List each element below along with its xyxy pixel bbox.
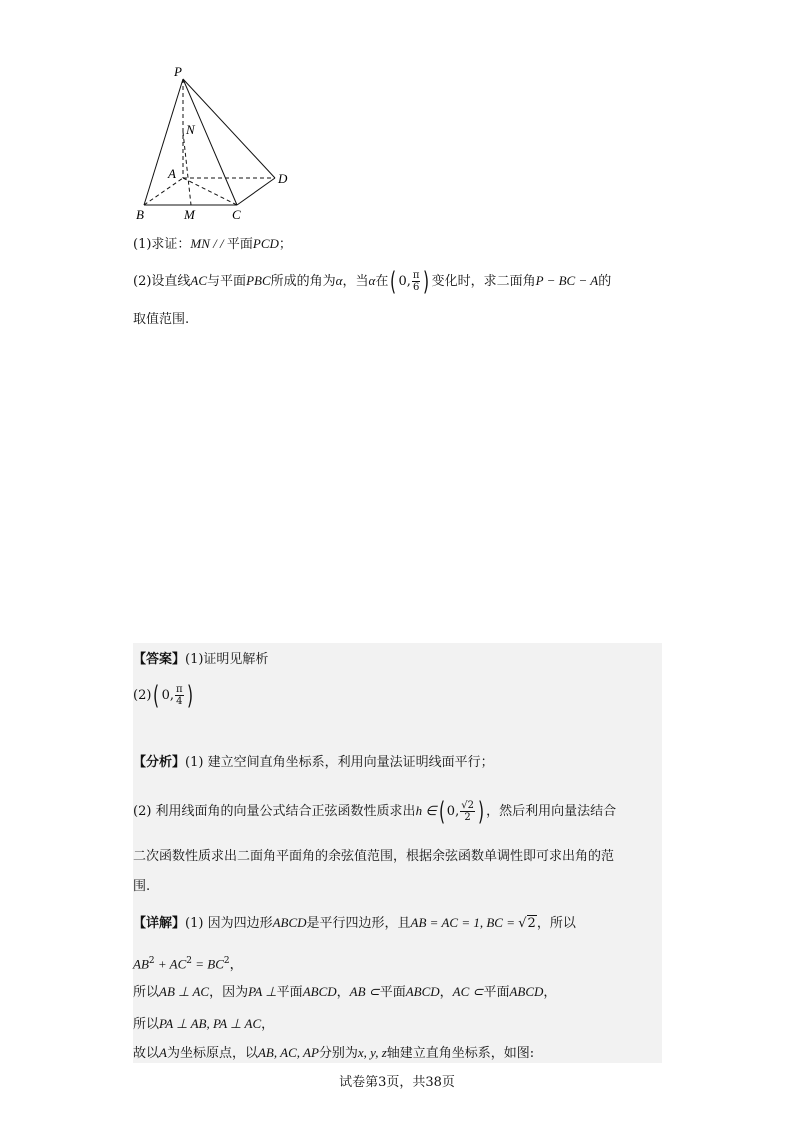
answer-part-2: (2)( 0, $\frac{\pi}{4}$ ): [133, 680, 193, 711]
analysis-line-1: 【分析】(1) 建立空间直角坐标系，利用向量法证明线面平行；: [133, 755, 494, 770]
label-m: M: [184, 207, 195, 222]
label-c: C: [232, 207, 241, 222]
fraction-pi-4: $\frac{\pi}{4}$: [175, 684, 183, 707]
label-a: A: [168, 166, 176, 181]
pyramid-figure: [130, 62, 300, 227]
answer-line: 【答案】(1)证明见解析: [133, 652, 269, 667]
page-footer: 试卷第3页，共38页: [339, 1075, 455, 1090]
question-1: (1)求证：MN / / 平面PCD；: [133, 236, 292, 252]
detail-line-3: 所以AB ⊥ AC，因为PA ⊥平面ABCD，AB ⊂平面ABCD，AC ⊂平面ABCD，: [133, 984, 557, 1000]
detail-line-5: 故以A为坐标原点，以AB, AC, AP分别为x, y, z轴建立直角坐标系，如图:: [133, 1045, 535, 1061]
detail-line-4: 所以PA ⊥ AB, PA ⊥ AC，: [133, 1016, 275, 1032]
question-2: (2)设直线AC与平面PBC所成的角为α，当α在( 0, $\frac{\pi}{6}$ ) 变化时，求二面角P − BC − A的: [133, 266, 612, 297]
label-d: D: [278, 171, 288, 186]
analysis-line-2: (2) 利用线面角的向量公式结合正弦函数性质求出h ∈( 0, $\frac{√2}{2}$ ) ，然后利用向量法结合: [133, 796, 617, 827]
label-n: N: [186, 122, 195, 137]
detail-line-1: 【详解】(1) 因为四边形ABCD是平行四边形，且AB = AC = 1, BC = √2，所以: [133, 915, 576, 931]
fraction-pi-6: $\frac{\pi}{6}$: [412, 270, 420, 293]
detail-line-2: $AB^2 + AC^2 = BC^2$，: [133, 956, 243, 973]
fraction-sqrt2-2: $\frac{√2}{2}$: [461, 800, 474, 823]
label-p: P: [174, 64, 182, 79]
analysis-line-4: 围.: [133, 879, 151, 894]
question-2-line-2: 取值范围.: [133, 312, 190, 327]
label-b: B: [136, 207, 144, 222]
analysis-line-3: 二次函数性质求出二面角平面角的余弦值范围，根据余弦函数单调性即可求出角的范: [133, 849, 615, 864]
